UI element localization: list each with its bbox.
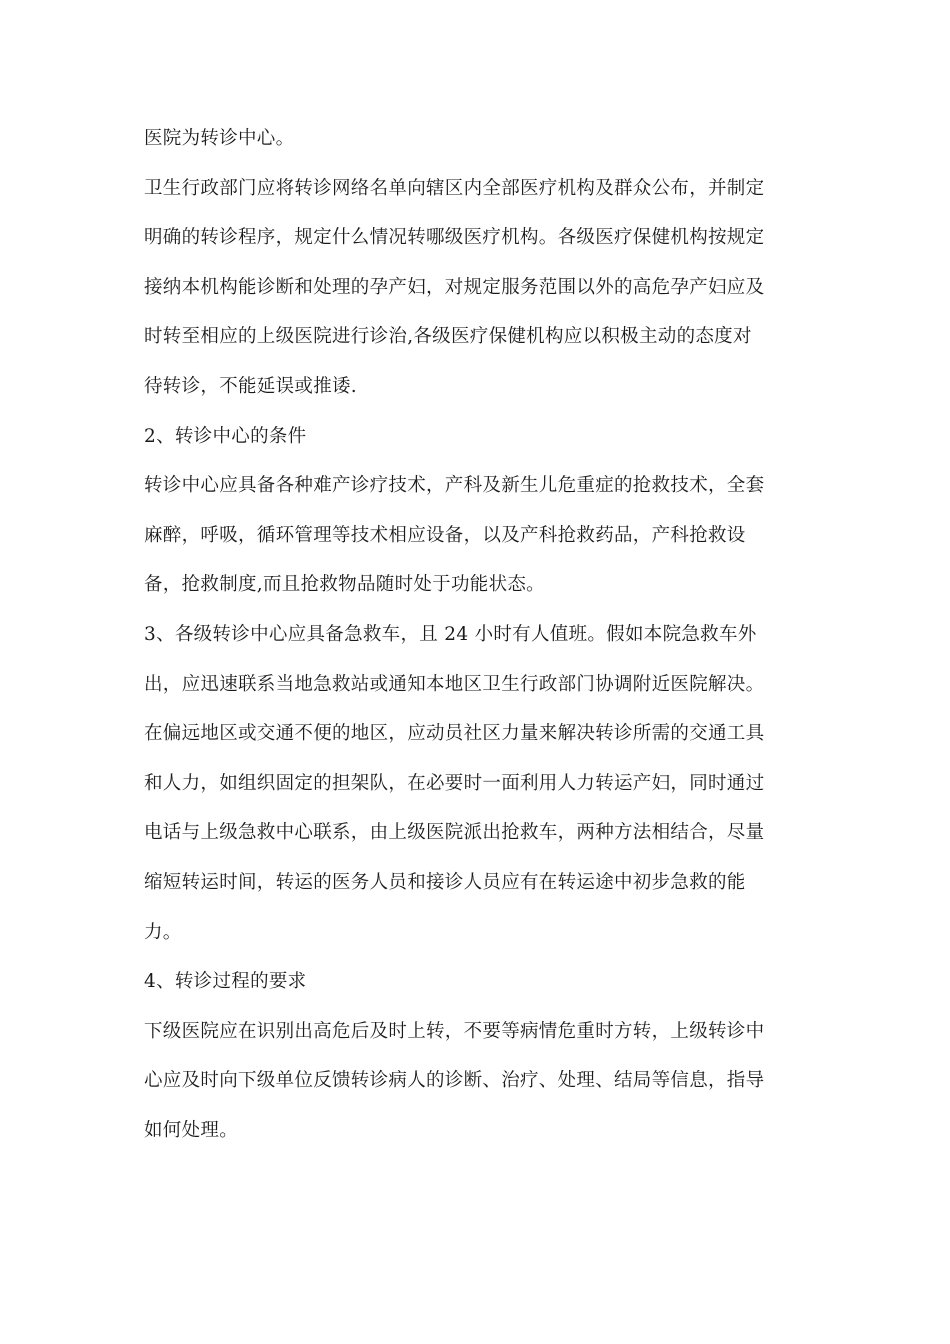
text-line: 心应及时向下级单位反馈转诊病人的诊断、治疗、处理、结局等信息，指导 (144, 1070, 765, 1092)
text-line: 力。 (144, 921, 182, 943)
text-line: 转诊中心应具备各种难产诊疗技术，产科及新生儿危重症的抢救技术，全套 (144, 475, 765, 497)
text-line: 医院为转诊中心。 (144, 128, 295, 149)
text-line: 电话与上级急救中心联系，由上级医院派出抢救车，两种方法相结合，尽量 (144, 822, 765, 844)
section-heading: 2、转诊中心的条件 (144, 425, 307, 447)
text-line: 麻醉，呼吸，循环管理等技术相应设备，以及产科抢救药品，产科抢救设 (144, 524, 746, 546)
text-line: 3、各级转诊中心应具备急救车，且 24 小时有人值班。假如本院急救车外 (144, 623, 757, 645)
text-line: 接纳本机构能诊断和处理的孕产妇，对规定服务范围以外的高危孕产妇应及 (144, 276, 765, 298)
text-line: 明确的转诊程序，规定什么情况转哪级医疗机构。各级医疗保健机构按规定 (144, 227, 765, 249)
text-line: 待转诊，不能延误或推诿. (144, 375, 357, 397)
section-heading: 4、转诊过程的要求 (144, 971, 307, 993)
text-line: 和人力，如组织固定的担架队，在必要时一面利用人力转运产妇，同时通过 (144, 772, 765, 794)
document-body (144, 114, 824, 1155)
text-line: 备，抢救制度,而且抢救物品随时处于功能状态。 (144, 574, 545, 596)
text-line: 缩短转运时间，转运的医务人员和接诊人员应有在转运途中初步急救的能 (144, 871, 746, 893)
text-line: 时转至相应的上级医院进行诊治,各级医疗保健机构应以积极主动的态度对 (144, 326, 752, 348)
text-line: 卫生行政部门应将转诊网络名单向辖区内全部医疗机构及群众公布，并制定 (144, 177, 765, 199)
text-line: 出，应迅速联系当地急救站或通知本地区卫生行政部门协调附近医院解决。 (144, 673, 765, 695)
text-line: 如何处理。 (144, 1119, 239, 1141)
text-line: 下级医院应在识别出高危后及时上转，不要等病情危重时方转，上级转诊中 (144, 1020, 765, 1042)
text-line: 在偏远地区或交通不便的地区，应动员社区力量来解决转诊所需的交通工具 (144, 723, 765, 745)
